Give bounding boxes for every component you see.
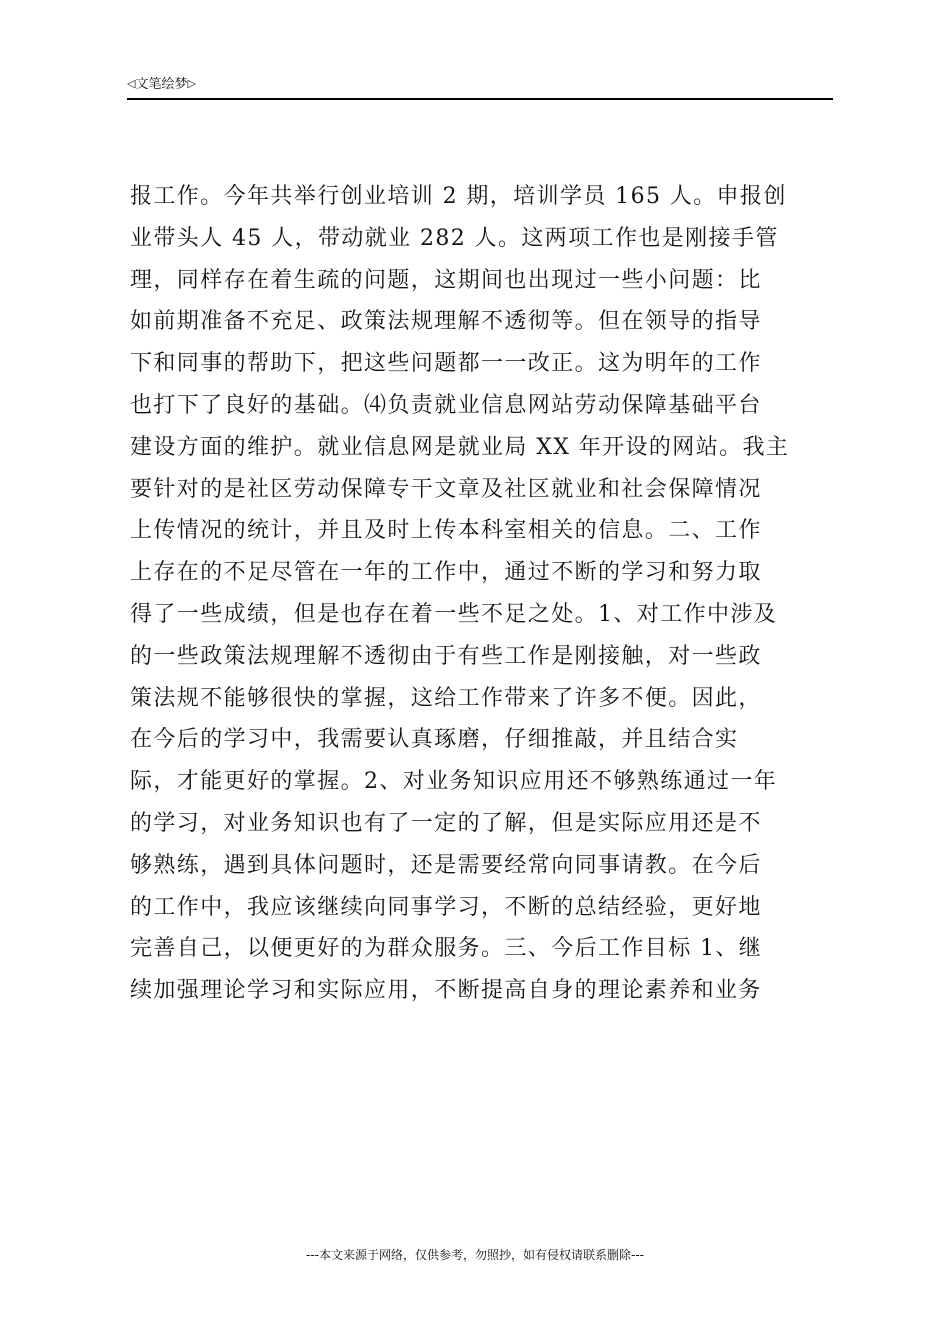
body-line: 建设方面的维护。就业信息网是就业局 XX 年开设的网站。我主 [130, 434, 790, 460]
body-line: 上存在的不足尽管在一年的工作中，通过不断的学习和努力取 [130, 560, 762, 586]
header-title-text: 文笔绘梦 [135, 77, 188, 92]
body-line: 要针对的是社区劳动保障专干文章及社区就业和社会保障情况 [130, 476, 762, 502]
body-line: 策法规不能够很快的掌握，这给工作带来了许多不便。因此， [130, 685, 762, 711]
body-line: 也打下了良好的基础。⑷负责就业信息网站劳动保障基础平台 [130, 392, 762, 418]
right-triangle-icon: ▷ [187, 77, 196, 90]
body-line: 够熟练，遇到具体问题时，还是需要经常向同事请教。在今后 [130, 852, 762, 878]
body-line: 报工作。今年共举行创业培训 2 期，培训学员 165 人。申报创 [130, 184, 787, 209]
body-line: 上传情况的统计，并且及时上传本科室相关的信息。二、工作 [130, 518, 762, 544]
body-line: 的学习，对业务知识也有了一定的了解，但是实际应用还是不 [130, 810, 762, 836]
body-line: 业带头人 45 人，带动就业 282 人。这两项工作也是刚接手管 [130, 225, 779, 251]
body-line: 完善自己，以便更好的为群众服务。三、今后工作目标 1、继 [130, 936, 763, 962]
body-line: 的一些政策法规理解不透彻由于有些工作是刚接触，对一些政 [130, 643, 762, 669]
body-line: 在今后的学习中，我需要认真琢磨，仔细推敲，并且结合实 [130, 727, 739, 753]
body-line: 续加强理论学习和实际应用，不断提高自身的理论素养和业务 [130, 978, 762, 1004]
body-line: 下和同事的帮助下，把这些问题都一一改正。这为明年的工作 [130, 351, 762, 377]
body-line: 如前期准备不充足、政策法规理解不透彻等。但在领导的指导 [130, 309, 762, 335]
header-title [127, 76, 196, 93]
page-footer-notice: ---本文来源于网络，仅供参考，勿照抄，如有侵权请联系删除--- [306, 1248, 644, 1262]
page-header [127, 74, 833, 100]
body-line: 际，才能更好的掌握。2、对业务知识应用还不够熟练通过一年 [130, 769, 778, 795]
body-line: 得了一些成绩，但是也存在着一些不足之处。1、对工作中涉及 [130, 601, 778, 627]
left-triangle-icon: ◁ [127, 77, 136, 90]
body-line: 的工作中，我应该继续向同事学习，不断的总结经验，更好地 [130, 894, 762, 920]
document-body [130, 176, 836, 1012]
body-line: 理，同样存在着生疏的问题，这期间也出现过一些小问题：比 [130, 267, 762, 293]
